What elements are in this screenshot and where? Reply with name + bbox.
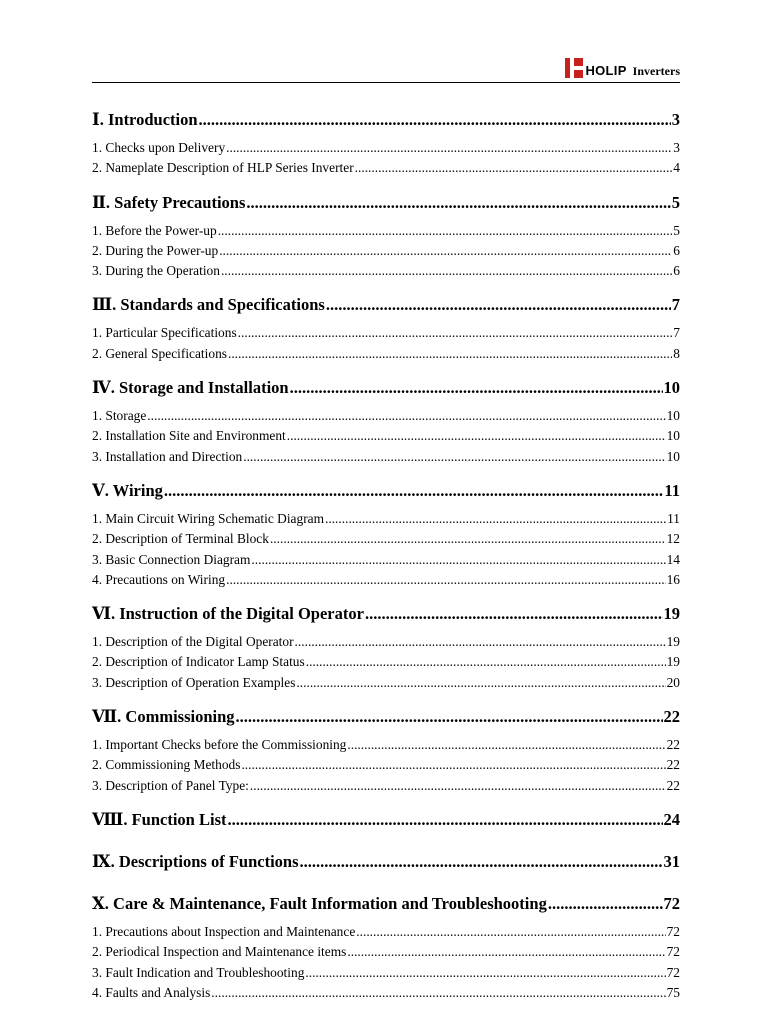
toc-section-page: 31 (663, 851, 680, 871)
toc-leader-dots (325, 509, 666, 529)
toc-leader-dots (246, 191, 670, 215)
toc-leader-dots (164, 479, 664, 503)
toc-leader-dots (251, 550, 665, 570)
holip-logo (565, 56, 680, 78)
toc-leader-dots (228, 808, 663, 832)
toc-entry[interactable] (92, 261, 680, 281)
logo-subtitle: Inverters (632, 64, 680, 78)
toc-section-title: Ⅲ. Standards and Specifications (92, 295, 325, 315)
toc-section-heading[interactable] (92, 191, 680, 215)
toc-entry-page: 7 (673, 325, 680, 341)
toc-leader-dots (365, 602, 663, 626)
toc-leader-dots (250, 776, 666, 796)
toc-entry-label: 3. Basic Connection Diagram (92, 551, 251, 567)
toc-entry[interactable] (92, 158, 680, 178)
toc-entry-page: 72 (666, 964, 680, 980)
table-of-contents (92, 96, 680, 1003)
toc-entry-label: 3. Description of Panel Type: (92, 777, 249, 793)
toc-entry-label: 1. Important Checks before the Commissioning (92, 737, 347, 753)
toc-entry-label: 2. During the Power-up (92, 242, 219, 258)
toc-entry-label: 3. Installation and Direction (92, 448, 243, 464)
toc-section-title: Ⅶ. Commissioning (92, 707, 235, 727)
toc-section-page: 10 (663, 378, 680, 398)
toc-section-page: 7 (671, 295, 680, 315)
toc-leader-dots (219, 241, 672, 261)
toc-leader-dots (295, 632, 666, 652)
toc-leader-dots (199, 108, 671, 132)
toc-entry[interactable] (92, 570, 680, 590)
toc-entry[interactable] (92, 755, 680, 775)
toc-entry-label: 2. Commissioning Methods (92, 757, 241, 773)
toc-leader-dots (296, 673, 665, 693)
toc-entry[interactable] (92, 406, 680, 426)
toc-leader-dots (270, 529, 666, 549)
toc-leader-dots (355, 158, 673, 178)
toc-section-heading[interactable] (92, 892, 680, 916)
toc-entry-page: 8 (673, 345, 680, 361)
toc-section-page: 24 (663, 809, 680, 829)
toc-section-page: 72 (663, 893, 680, 913)
toc-section-heading[interactable] (92, 376, 680, 400)
toc-entry[interactable] (92, 426, 680, 446)
toc-section-heading[interactable] (92, 705, 680, 729)
toc-entry[interactable] (92, 529, 680, 549)
toc-entry-label: 3. Fault Indication and Troubleshooting (92, 964, 305, 980)
toc-entry-label: 1. Storage (92, 408, 147, 424)
toc-entry-page: 19 (666, 654, 680, 670)
toc-entry[interactable] (92, 963, 680, 983)
toc-leader-dots (306, 652, 666, 672)
toc-entry-label: 2. Periodical Inspection and Maintenance items (92, 944, 347, 960)
toc-entry-label: 4. Faults and Analysis (92, 984, 211, 1000)
toc-entry-page: 75 (666, 984, 680, 1000)
toc-entry-label: 1. Particular Specifications (92, 325, 237, 341)
toc-entry[interactable] (92, 221, 680, 241)
toc-leader-dots (347, 942, 665, 962)
holip-logo-mark-icon (565, 58, 583, 78)
toc-leader-dots (356, 922, 665, 942)
toc-entry[interactable] (92, 447, 680, 467)
toc-section-title: Ⅰ. Introduction (92, 110, 198, 129)
toc-section-page: 5 (671, 192, 680, 212)
toc-section-heading[interactable] (92, 602, 680, 626)
toc-leader-dots (218, 221, 673, 241)
toc-entry[interactable] (92, 138, 680, 158)
toc-section-title: Ⅵ. Instruction of the Digital Operator (92, 604, 364, 624)
toc-entry[interactable] (92, 241, 680, 261)
toc-leader-dots (305, 963, 665, 983)
toc-entry-page: 16 (666, 571, 680, 587)
toc-section-page: 22 (663, 707, 680, 727)
toc-entry-label: 1. Checks upon Delivery (92, 140, 226, 155)
toc-entry[interactable] (92, 983, 680, 1003)
toc-leader-dots (211, 983, 665, 1003)
toc-entry-page: 3 (673, 140, 680, 155)
toc-section-title: Ⅸ. Descriptions of Functions (92, 851, 299, 871)
toc-leader-dots (221, 261, 672, 281)
toc-entry-label: 1. Precautions about Inspection and Maintenance (92, 923, 356, 939)
toc-entry-page: 11 (667, 510, 680, 526)
toc-entry-page: 10 (666, 408, 680, 424)
toc-entry-label: 2. General Specifications (92, 345, 227, 361)
toc-entry-page: 72 (666, 923, 680, 939)
logo-brand: HOLIP (585, 63, 627, 78)
toc-section-heading[interactable] (92, 479, 680, 503)
toc-entry-page: 6 (673, 242, 680, 258)
toc-section-title: Ⅱ. Safety Precautions (92, 192, 246, 212)
toc-section-heading[interactable] (92, 850, 680, 874)
toc-section-title: Ⅷ. Function List (92, 809, 227, 829)
toc-entry-page: 22 (666, 757, 680, 773)
toc-entry-page: 14 (666, 551, 680, 567)
toc-entry[interactable] (92, 942, 680, 962)
toc-entry-page: 4 (673, 160, 680, 176)
toc-entry-page: 19 (666, 634, 680, 650)
toc-entry[interactable] (92, 673, 680, 693)
toc-entry-page: 10 (666, 448, 680, 464)
toc-section-heading[interactable] (92, 293, 680, 317)
toc-leader-dots (241, 755, 665, 775)
toc-leader-dots (243, 447, 665, 467)
toc-entry-page: 10 (666, 428, 680, 444)
toc-section-heading[interactable] (92, 108, 680, 132)
toc-leader-dots (236, 705, 663, 729)
toc-leader-dots (226, 138, 672, 158)
toc-entry-page: 5 (673, 222, 680, 238)
toc-leader-dots (226, 570, 666, 590)
toc-entry-label: 3. Description of Operation Examples (92, 674, 296, 690)
toc-entry[interactable] (92, 735, 680, 755)
toc-section-page: 11 (664, 480, 680, 500)
toc-entry-label: 1. Main Circuit Wiring Schematic Diagram (92, 510, 325, 526)
toc-entry-label: 2. Nameplate Description of HLP Series Inverter (92, 160, 354, 176)
toc-section-heading[interactable] (92, 808, 680, 832)
toc-entry-page: 22 (666, 777, 680, 793)
toc-entry-label: 3. During the Operation (92, 263, 220, 279)
toc-section-page: 19 (663, 604, 680, 624)
toc-entry-page: 6 (673, 263, 680, 279)
toc-entry-label: 2. Description of Terminal Block (92, 531, 269, 547)
page-header (92, 52, 680, 83)
toc-entry[interactable] (92, 323, 680, 343)
toc-entry[interactable] (92, 652, 680, 672)
toc-entry[interactable] (92, 344, 680, 364)
toc-entry-page: 22 (666, 737, 680, 753)
toc-entry-page: 12 (666, 531, 680, 547)
toc-entry-label: 1. Before the Power-up (92, 222, 217, 238)
toc-entry-page: 72 (666, 944, 680, 960)
toc-section-title: Ⅹ. Care & Maintenance, Fault Information and Troubleshooting (92, 893, 547, 913)
toc-leader-dots (290, 376, 663, 400)
toc-leader-dots (147, 406, 665, 426)
toc-section-page: 3 (671, 110, 680, 129)
toc-entry-page: 20 (666, 674, 680, 690)
toc-leader-dots (300, 850, 663, 874)
toc-entry-label: 4. Precautions on Wiring (92, 571, 226, 587)
toc-entry[interactable] (92, 922, 680, 942)
toc-leader-dots (287, 426, 666, 446)
toc-leader-dots (548, 892, 663, 916)
toc-section-title: Ⅳ. Storage and Installation (92, 378, 289, 398)
toc-entry[interactable] (92, 550, 680, 570)
toc-leader-dots (326, 293, 671, 317)
toc-leader-dots (228, 344, 672, 364)
toc-leader-dots (238, 323, 673, 343)
toc-entry-label: 2. Installation Site and Environment (92, 428, 286, 444)
toc-section-title: Ⅴ. Wiring (92, 480, 163, 500)
toc-entry[interactable] (92, 509, 680, 529)
toc-entry[interactable] (92, 632, 680, 652)
toc-entry-label: 2. Description of Indicator Lamp Status (92, 654, 305, 670)
toc-leader-dots (347, 735, 665, 755)
toc-entry[interactable] (92, 776, 680, 796)
toc-entry-label: 1. Description of the Digital Operator (92, 634, 294, 650)
